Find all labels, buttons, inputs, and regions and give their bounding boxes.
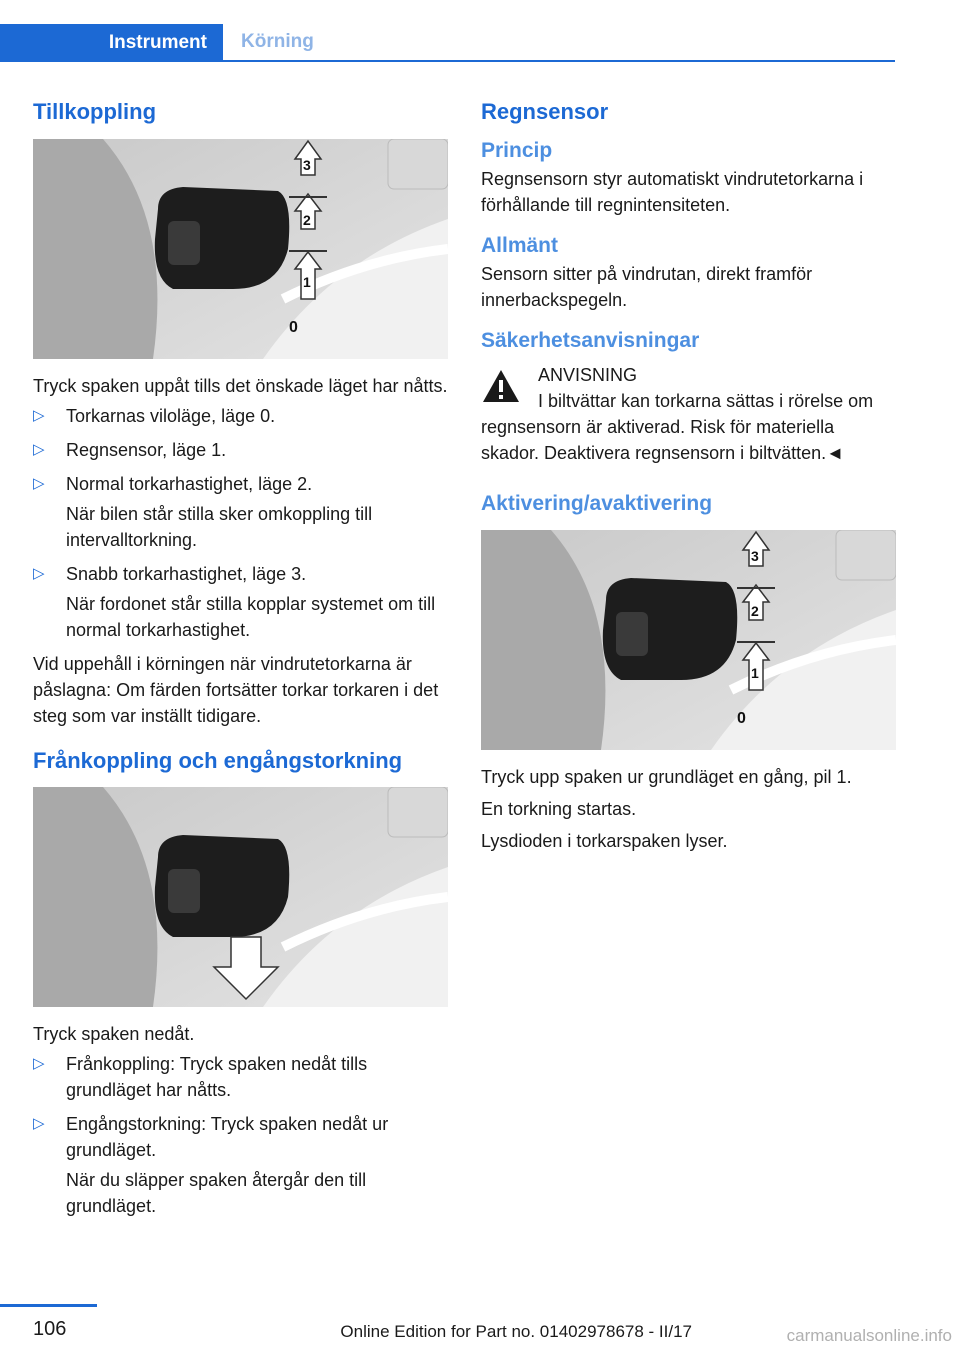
section-title-frankoppling: Frånkoppling och engångstorkning: [33, 747, 403, 773]
chapter-tabs: [0, 24, 895, 62]
list-item: ▷ Snabb torkarhastighet, läge 3. När fordonet står stilla kopplar systemet om till normal torkarhastighet.: [33, 561, 448, 643]
triangle-bullet-icon: ▷: [33, 440, 45, 458]
frankoppling-intro: Tryck spaken nedåt.: [33, 1024, 195, 1045]
warning-box: [481, 362, 896, 466]
triangle-bullet-icon: ▷: [33, 564, 45, 582]
warning-head: ANVISNING: [538, 365, 638, 386]
list-item: ▷ Normal torkarhastighet, läge 2. När bilen står stilla sker omkoppling till intervalltorkning.: [33, 471, 448, 553]
list-item: ▷ Torkarnas viloläge, läge 0.: [33, 403, 448, 429]
tillkoppling-outro: Vid uppehåll i körningen när vindrutetorkarna är påslagna: Om färden fortsätter torkar torkaren i det steg som var inställt tidigare.: [33, 653, 439, 726]
figure-label-0: 0: [737, 709, 746, 727]
tab-underline: [0, 60, 895, 62]
footer-line: [0, 1304, 97, 1307]
wiper-lever-activation-figure: [481, 530, 896, 750]
edition-text: Online Edition for Part no. 01402978678 - II/17: [340, 1322, 692, 1341]
figure-label-1: 1: [303, 273, 311, 290]
figure-label-3: 3: [303, 156, 311, 173]
tillkoppling-list: [33, 403, 448, 643]
list-item: ▷ Regnsensor, läge 1.: [33, 437, 448, 463]
list-item: ▷ Frånkoppling: Tryck spaken nedåt tills grundläget har nåtts.: [33, 1051, 448, 1103]
princip-text: Regnsensorn styr automatiskt vindrutetorkarna i förhållande till regnintensiteten.: [481, 168, 864, 215]
subheading-sakerhet: Säkerhetsanvisningar: [481, 329, 700, 353]
figure-label-1: 1: [751, 664, 759, 681]
triangle-bullet-icon: ▷: [33, 1115, 45, 1133]
tillkoppling-intro: Tryck spaken uppåt tills det önskade läget har nåtts.: [33, 375, 448, 396]
figure-label-2: 2: [303, 211, 311, 228]
subheading-allmant: Allmänt: [481, 233, 559, 257]
tab-instrument[interactable]: Instrument: [0, 24, 223, 62]
subheading-princip: Princip: [481, 138, 553, 162]
triangle-bullet-icon: ▷: [33, 1055, 45, 1073]
warning-triangle-icon: [481, 368, 521, 404]
right-column: [481, 98, 896, 858]
page-number: 106: [33, 1318, 67, 1340]
allmant-text: Sensorn sitter på vindrutan, direkt framför innerbackspegeln.: [481, 264, 813, 311]
tab-korning[interactable]: Körning: [241, 31, 314, 52]
subheading-aktivering: Aktivering/avaktivering: [481, 492, 713, 516]
activation-text-2: En torkning startas.: [481, 798, 637, 819]
watermark: carmanualsonline.info: [786, 1326, 952, 1345]
wiper-lever-down-figure: [33, 787, 448, 1007]
figure-label-3: 3: [751, 547, 759, 564]
frankoppling-list: [33, 1051, 448, 1219]
list-item: ▷ Engångstorkning: Tryck spaken nedåt ur grundläget. När du släpper spaken återgår den till grundläget.: [33, 1111, 448, 1219]
activation-text-3: Lysdioden i torkarspaken lyser.: [481, 830, 728, 851]
section-title-regnsensor: Regnsensor: [481, 99, 609, 124]
triangle-bullet-icon: ▷: [33, 474, 45, 492]
triangle-bullet-icon: ▷: [33, 406, 45, 424]
wiper-lever-up-figure: [33, 139, 448, 359]
figure-label-2: 2: [751, 602, 759, 619]
left-column: [33, 98, 448, 1227]
section-title-tillkoppling: Tillkoppling: [33, 99, 157, 124]
warning-text: I biltvättar kan torkarna sättas i rörelse om regnsensorn är aktiverad. Risk för materiella skador. Deaktivera regnsensorn i biltvätten.◄: [481, 391, 874, 464]
figure-label-0: 0: [289, 318, 298, 336]
activation-text-1: Tryck upp spaken ur grundläget en gång, pil 1.: [481, 766, 852, 787]
